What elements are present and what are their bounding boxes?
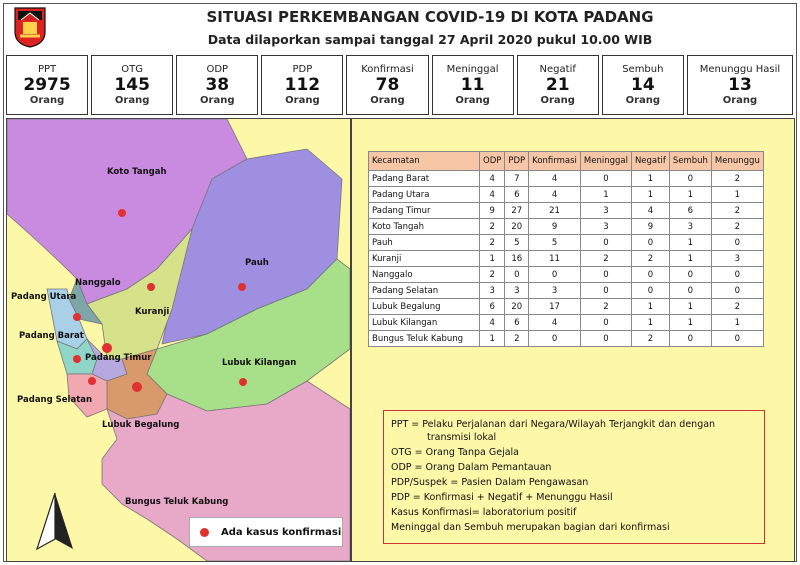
map-label-lubuk-begalung: Lubuk Begalung	[102, 420, 180, 430]
district-map	[6, 118, 351, 562]
table-cell: 0	[580, 235, 631, 251]
table-cell: 0	[711, 283, 763, 299]
table-row	[369, 251, 764, 267]
table-cell: 9	[529, 219, 581, 235]
table-cell: 4	[529, 315, 581, 331]
definition-ppt: PPT = Pelaku Perjalanan dari Negara/Wilayah Terjangkit dan dengan	[391, 419, 716, 430]
table-cell: 2	[711, 171, 763, 187]
table-cell: 1	[631, 299, 669, 315]
stat-value: 2975	[23, 75, 71, 95]
definition-kasus: Kasus Konfirmasi= laboratorium positif	[391, 507, 577, 518]
map-dot-legend	[189, 517, 343, 547]
table-cell: 1	[631, 171, 669, 187]
table-cell: 20	[505, 219, 529, 235]
stat-value: 38	[205, 75, 230, 95]
district-name-cell: Lubuk Kilangan	[369, 315, 480, 331]
table-cell: 1	[669, 299, 711, 315]
district-table	[368, 151, 764, 347]
table-row	[369, 171, 764, 187]
column-header: Negatif	[631, 152, 669, 171]
table-cell: 6	[480, 299, 505, 315]
table-cell: 2	[580, 299, 631, 315]
table-cell: 0	[529, 331, 581, 347]
stat-label: PPT	[37, 64, 57, 75]
table-row	[369, 331, 764, 347]
table-cell: 1	[711, 315, 763, 331]
table-cell: 5	[529, 235, 581, 251]
table-header-row	[369, 152, 764, 171]
district-name-cell: Padang Barat	[369, 171, 480, 187]
map-label-padang-selatan: Padang Selatan	[17, 395, 93, 405]
stat-unit: Orang	[200, 95, 235, 106]
stat-negatif	[517, 55, 599, 115]
table-cell: 17	[529, 299, 581, 315]
table-cell: 0	[529, 267, 581, 283]
table-cell: 7	[505, 171, 529, 187]
table-row	[369, 235, 764, 251]
table-cell: 21	[529, 203, 581, 219]
table-cell: 3	[580, 203, 631, 219]
stat-value: 21	[545, 75, 570, 95]
stat-unit: Orang	[540, 95, 575, 106]
stat-value: 78	[375, 75, 400, 95]
column-header: Menunggu	[711, 152, 763, 171]
table-cell: 1	[669, 315, 711, 331]
table-cell: 4	[529, 171, 581, 187]
table-cell: 1	[480, 331, 505, 347]
page-title: SITUASI PERKEMBANGAN COVID-19 DI KOTA PADANG	[206, 8, 654, 26]
table-cell: 6	[505, 187, 529, 203]
stat-pdp	[261, 55, 343, 115]
column-header: Kecamatan	[369, 152, 480, 171]
table-row	[369, 315, 764, 331]
stat-meninggal	[432, 55, 514, 115]
table-cell: 2	[631, 251, 669, 267]
table-cell: 0	[631, 267, 669, 283]
district-name-cell: Padang Utara	[369, 187, 480, 203]
stat-label: PDP	[292, 64, 313, 75]
table-cell: 3	[669, 219, 711, 235]
stat-konfirmasi	[346, 55, 428, 115]
table-cell: 27	[505, 203, 529, 219]
table-cell: 9	[631, 219, 669, 235]
table-cell: 0	[631, 283, 669, 299]
table-cell: 2	[711, 219, 763, 235]
stat-otg	[91, 55, 173, 115]
table-row	[369, 203, 764, 219]
stat-label: Sembuh	[622, 64, 664, 75]
table-cell: 11	[529, 251, 581, 267]
stat-value: 14	[630, 75, 655, 95]
table-cell: 1	[631, 315, 669, 331]
stat-unit: Orang	[625, 95, 661, 106]
table-cell: 9	[480, 203, 505, 219]
table-cell: 16	[505, 251, 529, 267]
definition-odp: ODP = Orang Dalam Pemantauan	[391, 462, 552, 473]
definition-ppt-cont: transmisi lokal	[427, 432, 497, 443]
column-header: Sembuh	[669, 152, 711, 171]
table-cell: 0	[711, 331, 763, 347]
column-header: ODP	[480, 152, 505, 171]
table-row	[369, 187, 764, 203]
table-row	[369, 219, 764, 235]
stat-unit: Orang	[29, 95, 65, 106]
column-header: Meninggal	[580, 152, 631, 171]
stat-unit: Orang	[370, 95, 405, 106]
table-cell: 3	[580, 219, 631, 235]
district-name-cell: Padang Selatan	[369, 283, 480, 299]
stat-value: 145	[114, 75, 150, 95]
table-cell: 0	[711, 267, 763, 283]
map-label-pauh: Pauh	[245, 258, 269, 268]
case-dot-lubuk-kilangan	[239, 378, 247, 386]
map-label-padang-timur: Padang Timur	[85, 353, 152, 363]
table-cell: 6	[505, 315, 529, 331]
case-dot-lubuk-begalung	[132, 382, 142, 392]
table-cell: 0	[580, 267, 631, 283]
stat-value: 13	[728, 75, 752, 95]
table-cell: 1	[580, 187, 631, 203]
page-subtitle: Data dilaporkan sampai tanggal 27 April 2020 pukul 10.00 WIB	[207, 32, 653, 47]
map-label-padang-barat: Padang Barat	[19, 331, 84, 341]
stat-sembuh	[602, 55, 684, 115]
table-cell: 0	[580, 171, 631, 187]
table-cell: 0	[669, 267, 711, 283]
definition-pdp-formula: PDP = Konfirmasi + Negatif + Menunggu Hasil	[391, 492, 613, 503]
definition-otg: OTG = Orang Tanpa Gejala	[391, 447, 519, 458]
table-cell: 5	[505, 235, 529, 251]
table-cell: 2	[480, 267, 505, 283]
stat-odp	[176, 55, 258, 115]
table-cell: 4	[480, 171, 505, 187]
red-dot-icon	[200, 528, 209, 537]
table-cell: 2	[711, 203, 763, 219]
map-label-kuranji: Kuranji	[135, 307, 170, 317]
table-cell: 4	[480, 315, 505, 331]
table-cell: 20	[505, 299, 529, 315]
definitions-box	[383, 410, 765, 544]
table-cell: 1	[669, 235, 711, 251]
table-cell: 2	[480, 235, 505, 251]
table-cell: 1	[480, 251, 505, 267]
table-cell: 4	[480, 187, 505, 203]
table-cell: 0	[669, 283, 711, 299]
table-cell: 0	[669, 331, 711, 347]
stat-unit: Orang	[455, 95, 490, 106]
map-canvas	[7, 119, 350, 561]
district-name-cell: Kuranji	[369, 251, 480, 267]
stat-label: ODP	[206, 64, 229, 75]
data-panel	[351, 118, 795, 562]
case-dot-pauh	[238, 283, 246, 291]
stat-value: 11	[460, 75, 485, 95]
district-name-cell: Pauh	[369, 235, 480, 251]
table-row	[369, 283, 764, 299]
table-cell: 2	[711, 299, 763, 315]
district-name-cell: Bungus Teluk Kabung	[369, 331, 480, 347]
stat-unit: Orang	[722, 95, 758, 106]
table-row	[369, 267, 764, 283]
table-cell: 2	[480, 219, 505, 235]
table-cell: 2	[580, 251, 631, 267]
stat-unit: Orang	[285, 95, 320, 106]
case-dot-koto-tangah	[118, 209, 126, 217]
table-cell: 0	[580, 331, 631, 347]
map-label-nanggalo: Nanggalo	[75, 278, 121, 288]
definition-pdp-suspek: PDP/Suspek = Pasien Dalam Pengawasan	[391, 477, 589, 488]
table-cell: 2	[505, 331, 529, 347]
table-row	[369, 299, 764, 315]
map-label-lubuk-kilangan: Lubuk Kilangan	[222, 358, 297, 368]
stat-ppt	[6, 55, 88, 115]
stat-label: Menunggu Hasil	[699, 64, 781, 75]
table-cell: 3	[529, 283, 581, 299]
column-header: Konfirmasi	[529, 152, 581, 171]
stat-label: Meninggal	[446, 64, 499, 75]
table-cell: 0	[711, 235, 763, 251]
stat-menunggu-hasil	[687, 55, 793, 115]
definition-note: Meninggal dan Sembuh merupakan bagian dari konfirmasi	[391, 522, 670, 533]
case-dot-kuranji	[147, 283, 155, 291]
map-label-padang-utara: Padang Utara	[11, 292, 77, 302]
table-cell: 1	[669, 251, 711, 267]
summary-stats	[6, 55, 793, 115]
stat-unit: Orang	[114, 95, 150, 106]
table-cell: 3	[505, 283, 529, 299]
table-cell: 4	[631, 203, 669, 219]
stat-value: 112	[284, 75, 321, 95]
district-name-cell: Lubuk Begalung	[369, 299, 480, 315]
stat-label: Konfirmasi	[361, 64, 414, 75]
north-arrow-icon	[37, 493, 73, 549]
district-name-cell: Padang Timur	[369, 203, 480, 219]
table-cell: 0	[631, 235, 669, 251]
table-cell: 4	[529, 187, 581, 203]
case-dot-padang-utara	[73, 313, 81, 321]
table-cell: 0	[669, 171, 711, 187]
city-emblem-logo	[12, 6, 48, 48]
table-cell: 0	[580, 315, 631, 331]
map-label-bungus: Bungus Teluk Kabung	[125, 497, 229, 507]
case-dot-padang-selatan	[88, 377, 96, 385]
stat-label: Negatif	[539, 64, 576, 75]
table-cell: 2	[631, 331, 669, 347]
map-label-koto-tangah: Koto Tangah	[107, 167, 167, 177]
district-name-cell: Nanggalo	[369, 267, 480, 283]
table-cell: 1	[669, 187, 711, 203]
case-dot-padang-timur	[102, 343, 112, 353]
stat-label: OTG	[121, 64, 144, 75]
table-cell: 3	[711, 251, 763, 267]
dot-legend-label: Ada kasus konfirmasi	[221, 526, 342, 538]
table-cell: 6	[669, 203, 711, 219]
table-cell: 3	[480, 283, 505, 299]
table-cell: 1	[711, 187, 763, 203]
case-dot-padang-barat	[73, 355, 81, 363]
district-name-cell: Koto Tangah	[369, 219, 480, 235]
column-header: PDP	[505, 152, 529, 171]
table-cell: 0	[505, 267, 529, 283]
table-cell: 0	[580, 283, 631, 299]
table-cell: 1	[631, 187, 669, 203]
